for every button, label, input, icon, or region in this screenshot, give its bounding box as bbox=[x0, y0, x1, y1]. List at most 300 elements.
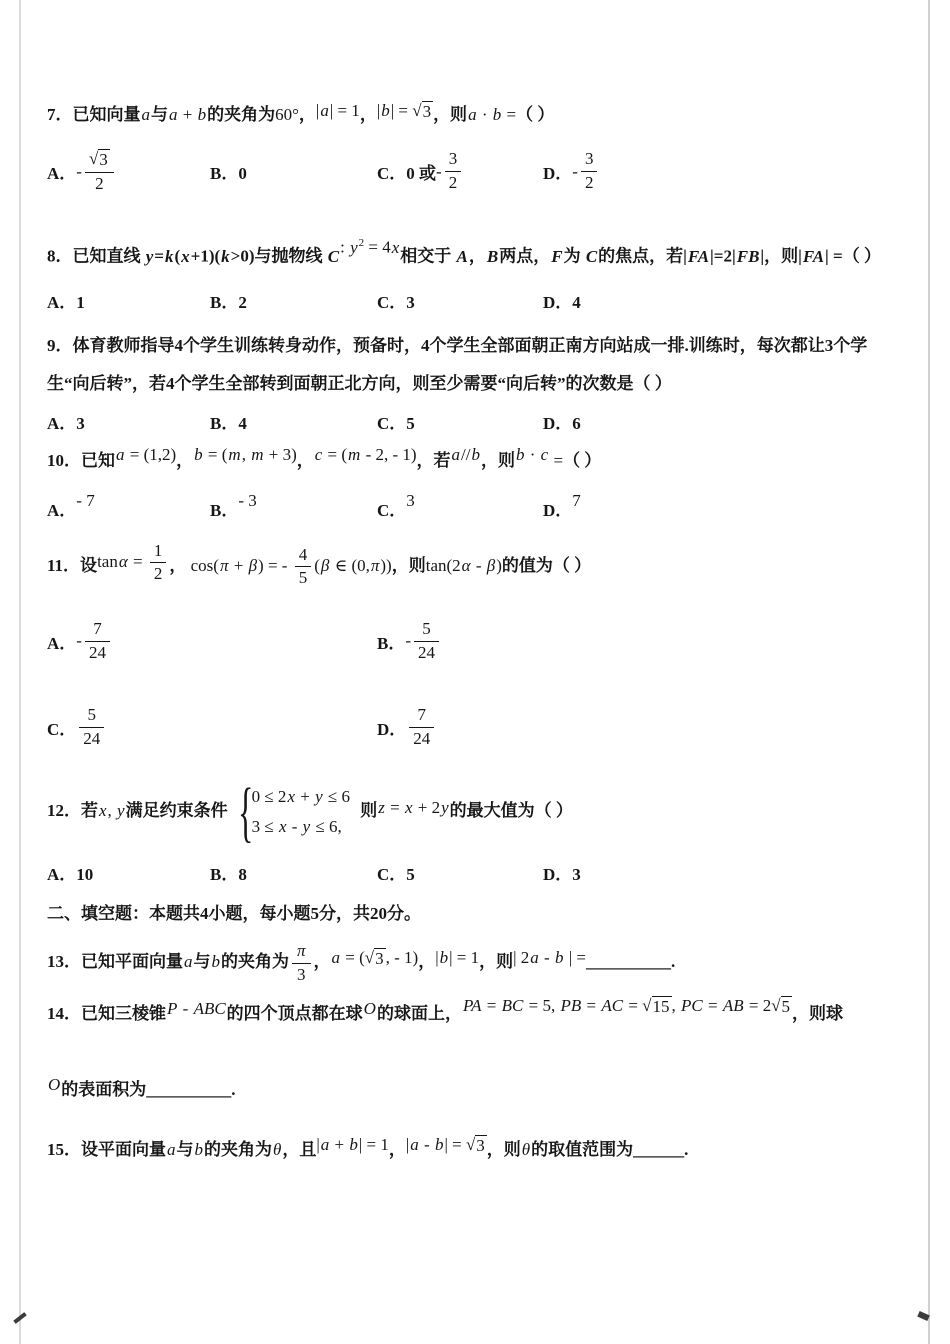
text-run: A．1 bbox=[47, 292, 85, 312]
fraction-numerator: 3 bbox=[445, 149, 462, 172]
text-run: ，则 bbox=[481, 450, 515, 470]
question-11-option-c bbox=[47, 705, 377, 749]
math-run: 7 bbox=[572, 491, 581, 511]
raised-formula bbox=[47, 1066, 61, 1104]
math-run: + bbox=[330, 1135, 349, 1155]
math-var: a bbox=[410, 1135, 419, 1155]
math-run: = 4 bbox=[364, 237, 391, 257]
fraction bbox=[414, 619, 439, 663]
fraction bbox=[581, 149, 598, 193]
math-var: a bbox=[468, 105, 477, 124]
fraction-denominator: 24 bbox=[418, 642, 436, 662]
text-run: （ ） bbox=[516, 105, 555, 124]
text-run: C． bbox=[377, 500, 407, 520]
text-run: |=2| bbox=[710, 246, 736, 266]
square-root bbox=[365, 948, 386, 969]
math-var-bold: A bbox=[456, 246, 468, 266]
math-var: z bbox=[378, 797, 385, 817]
radical-icon: √ bbox=[642, 996, 652, 1016]
fraction bbox=[85, 148, 114, 195]
math-run: 3 bbox=[406, 491, 415, 511]
text-run: A． bbox=[47, 500, 77, 520]
question-13 bbox=[47, 941, 905, 985]
text-run: ， bbox=[169, 555, 187, 575]
math-run: 3 ≤ bbox=[251, 816, 278, 836]
text-run: ，则 bbox=[479, 951, 514, 971]
radicand: 3 bbox=[99, 150, 108, 169]
question-10-option-c bbox=[377, 491, 543, 521]
math-run: - bbox=[471, 555, 486, 575]
math-run: + 2 bbox=[413, 797, 441, 817]
text-run: ( bbox=[174, 246, 181, 266]
square-root bbox=[466, 1135, 487, 1156]
math-run: - bbox=[76, 161, 82, 181]
math-run: | bbox=[316, 1135, 320, 1155]
raised-formula bbox=[166, 990, 227, 1028]
raised-formula bbox=[377, 92, 433, 130]
text-run: ， bbox=[418, 951, 436, 971]
math-var-bold: F bbox=[551, 246, 563, 266]
fraction bbox=[295, 545, 312, 589]
question-7-option-c bbox=[377, 149, 543, 193]
superscript: 2 bbox=[358, 237, 365, 250]
raised-formula bbox=[238, 491, 256, 511]
text-run: 13．已知平面向量 bbox=[47, 951, 183, 971]
math-run: - bbox=[572, 161, 578, 181]
question-12-option-c bbox=[377, 860, 543, 885]
question-11-options bbox=[47, 619, 905, 750]
case-rows bbox=[252, 782, 350, 842]
math-run: = bbox=[549, 450, 564, 470]
math-var: α bbox=[461, 555, 471, 575]
math-var: y bbox=[350, 237, 358, 257]
square-root bbox=[771, 996, 792, 1017]
question-8-options bbox=[47, 288, 905, 313]
text-run: 15．设平面向量 bbox=[47, 1140, 166, 1160]
radicand: 3 bbox=[422, 102, 432, 121]
math-var: AC bbox=[601, 996, 624, 1016]
raised-formula bbox=[406, 491, 415, 511]
text-run: ， bbox=[313, 951, 331, 971]
raised-formula bbox=[314, 436, 417, 474]
math-var: PA bbox=[462, 996, 482, 1016]
radical-icon: √ bbox=[412, 101, 422, 120]
math-var-bold: k bbox=[221, 246, 230, 266]
text-run: 的焦点，若| bbox=[598, 246, 687, 266]
math-run: - bbox=[287, 816, 302, 836]
text-run: 的夹角为 bbox=[204, 1140, 272, 1160]
text-run: B．4 bbox=[210, 413, 247, 433]
question-13-stem bbox=[47, 941, 905, 985]
math-run: + bbox=[295, 786, 315, 806]
question-12 bbox=[47, 774, 905, 885]
math-run: = 2 bbox=[744, 996, 772, 1016]
math-run: - 3 bbox=[238, 491, 257, 511]
square-root bbox=[412, 101, 433, 122]
math-run: | = 1 bbox=[358, 1135, 389, 1155]
question-11-option-d bbox=[377, 705, 905, 749]
math-var: a bbox=[320, 101, 329, 120]
math-var: y bbox=[117, 800, 125, 820]
math-run: - bbox=[405, 631, 412, 651]
square-root bbox=[642, 996, 671, 1017]
radicand: 5 bbox=[781, 997, 791, 1017]
math-var: π bbox=[297, 940, 306, 960]
text-run: ，则 bbox=[391, 555, 426, 575]
math-var: x bbox=[404, 797, 413, 817]
math-run: | bbox=[405, 1135, 410, 1155]
text-run: ， bbox=[388, 1140, 406, 1160]
math-var: b bbox=[471, 444, 480, 464]
math-var: P bbox=[167, 999, 178, 1019]
raised-formula bbox=[193, 436, 297, 474]
text-run: 7．已知向量 bbox=[47, 105, 141, 124]
text-run: ， bbox=[298, 105, 316, 124]
math-run: 60° bbox=[275, 105, 299, 124]
math-run: | bbox=[435, 947, 439, 967]
text-run: D． bbox=[543, 164, 573, 184]
fraction-numerator bbox=[292, 941, 311, 964]
math-var: b bbox=[439, 947, 449, 967]
text-run: 的最大值为（ ） bbox=[449, 800, 573, 820]
question-12-option-d bbox=[543, 860, 905, 885]
fraction-denominator: 24 bbox=[413, 729, 431, 749]
raised-formula bbox=[377, 789, 449, 827]
fraction bbox=[85, 619, 110, 663]
inequality-system bbox=[232, 774, 350, 849]
math-run: = bbox=[128, 551, 147, 571]
text-run: ，若 bbox=[416, 450, 451, 470]
question-8-option-a bbox=[47, 288, 210, 313]
text-run: A． bbox=[47, 164, 77, 184]
radical-icon: √ bbox=[88, 149, 99, 168]
raised-formula bbox=[462, 987, 792, 1025]
text-run: 10．已知 bbox=[47, 450, 115, 470]
math-var: y bbox=[302, 816, 311, 836]
math-var-bold: k bbox=[164, 246, 174, 266]
question-9-stem bbox=[47, 327, 905, 403]
fraction-numerator: 5 bbox=[79, 705, 104, 728]
raised-formula bbox=[115, 436, 176, 474]
text-run: 为 bbox=[563, 246, 585, 266]
math-var: y bbox=[441, 797, 449, 817]
math-run: | = bbox=[390, 101, 413, 120]
math-var-bold: y bbox=[145, 246, 154, 266]
math-var-bold: C bbox=[585, 246, 598, 266]
math-run: , bbox=[107, 800, 117, 820]
math-var-bold: FB bbox=[736, 246, 760, 266]
text-run: 11．设 bbox=[47, 555, 98, 575]
math-var-bold: C bbox=[327, 246, 340, 266]
question-12-options bbox=[47, 860, 905, 885]
math-var: a bbox=[116, 444, 125, 464]
raised-formula bbox=[316, 1126, 389, 1164]
math-run: ( bbox=[314, 555, 320, 575]
fraction-denominator: 24 bbox=[83, 729, 101, 749]
math-run: - 2, - 1) bbox=[361, 444, 417, 464]
math-run: = bbox=[703, 996, 722, 1016]
math-run: = ( bbox=[203, 444, 228, 464]
math-var: m bbox=[228, 444, 241, 464]
math-run: ≤ 6 bbox=[323, 786, 350, 806]
math-var: b bbox=[434, 1135, 444, 1155]
math-var-bold: x bbox=[181, 246, 190, 266]
text-run: B．8 bbox=[210, 864, 247, 884]
raised-formula bbox=[513, 939, 586, 977]
question-7-option-d bbox=[543, 149, 905, 193]
text-run: = bbox=[154, 246, 164, 266]
math-var: b bbox=[492, 105, 502, 124]
math-run: + bbox=[178, 105, 197, 124]
fraction-numerator bbox=[85, 148, 114, 173]
raised-formula bbox=[331, 939, 419, 977]
text-run: A．10 bbox=[47, 864, 94, 884]
fraction-denominator: 3 bbox=[297, 964, 306, 984]
radicand: 15 bbox=[652, 997, 670, 1017]
math-run: : bbox=[340, 237, 350, 257]
fraction bbox=[445, 149, 462, 193]
text-run: B． bbox=[210, 500, 239, 520]
math-var: b bbox=[349, 1135, 358, 1155]
scan-edge-right bbox=[928, 0, 930, 1344]
text-run: 的取值范围为______. bbox=[531, 1140, 689, 1160]
question-10-options bbox=[47, 491, 905, 521]
fraction bbox=[79, 705, 104, 749]
radicand: 3 bbox=[476, 1136, 485, 1156]
text-run: 12．若 bbox=[47, 800, 98, 820]
question-8-option-b bbox=[210, 288, 377, 313]
math-run: + 3) bbox=[264, 444, 297, 464]
question-9 bbox=[47, 327, 905, 434]
math-run: = bbox=[624, 996, 643, 1016]
question-7-options bbox=[47, 148, 905, 195]
fraction-denominator: 2 bbox=[584, 173, 594, 193]
math-var: m bbox=[348, 444, 361, 464]
text-run: 与 bbox=[176, 1140, 194, 1160]
question-12-option-a bbox=[47, 860, 210, 885]
question-8-stem bbox=[47, 233, 905, 276]
question-7-option-a bbox=[47, 148, 210, 195]
raised-formula bbox=[363, 990, 377, 1028]
fraction-numerator: 3 bbox=[581, 149, 598, 172]
math-var: a bbox=[141, 105, 150, 124]
math-var: x bbox=[391, 237, 400, 257]
math-run: | bbox=[315, 101, 320, 120]
square-root bbox=[89, 149, 110, 170]
fraction-denominator: 2 bbox=[153, 564, 163, 584]
text-run: 与 bbox=[193, 951, 211, 971]
question-9-options bbox=[47, 409, 905, 434]
math-run: cos( bbox=[186, 555, 219, 575]
math-run: = bbox=[385, 797, 404, 817]
math-run: 0 ≤ 2 bbox=[251, 786, 287, 806]
math-run: tan bbox=[97, 551, 118, 571]
question-9-option-b bbox=[210, 409, 377, 434]
math-var: y bbox=[315, 786, 323, 806]
text-run: D．4 bbox=[543, 292, 581, 312]
raised-formula bbox=[515, 436, 549, 474]
math-run: ) = - bbox=[258, 555, 292, 575]
math-run: = bbox=[502, 105, 517, 124]
math-run: ) bbox=[496, 555, 502, 575]
math-var-bold: FA bbox=[802, 246, 825, 266]
question-8-option-d bbox=[543, 288, 905, 313]
fraction-numerator: 1 bbox=[150, 541, 167, 564]
math-var-bold: B bbox=[486, 246, 499, 266]
text-run: ， bbox=[296, 450, 314, 470]
fraction-numerator: 5 bbox=[414, 619, 439, 642]
radical-icon: √ bbox=[364, 947, 375, 967]
raised-formula bbox=[572, 491, 581, 511]
text-run: 14．已知三棱锥 bbox=[47, 1004, 166, 1024]
math-run: tan(2 bbox=[425, 555, 461, 575]
text-run: 两点， bbox=[499, 246, 551, 266]
fraction-denominator: 5 bbox=[298, 568, 308, 588]
math-var: c bbox=[540, 444, 549, 464]
radical-icon: √ bbox=[771, 996, 781, 1016]
text-run: |，则| bbox=[760, 246, 802, 266]
math-run: | = 1 bbox=[329, 101, 360, 120]
text-run: | =（ ） bbox=[825, 246, 881, 266]
text-run: D．6 bbox=[543, 413, 581, 433]
brace-icon: { bbox=[237, 774, 253, 849]
math-var: a bbox=[169, 105, 178, 124]
math-run: + bbox=[229, 555, 248, 575]
text-run: 的球面上， bbox=[376, 1004, 462, 1024]
text-run: 的值为（ ） bbox=[501, 555, 592, 575]
math-run: = 5, bbox=[524, 996, 560, 1016]
math-var: θ bbox=[273, 1140, 282, 1160]
question-7 bbox=[47, 96, 905, 195]
math-var: c bbox=[314, 444, 323, 464]
math-var: b bbox=[194, 1140, 203, 1160]
text-run: D． bbox=[377, 720, 407, 740]
text-run: B． bbox=[377, 633, 406, 653]
text-run: ， bbox=[176, 450, 194, 470]
text-run: ，且 bbox=[282, 1140, 317, 1160]
exam-content bbox=[47, 96, 905, 1169]
question-11-stem bbox=[47, 540, 905, 589]
text-run: C．5 bbox=[377, 864, 415, 884]
raised-formula bbox=[316, 92, 360, 130]
question-14 bbox=[47, 995, 905, 1109]
text-run: （ ） bbox=[563, 450, 602, 470]
text-run: >0) bbox=[230, 246, 255, 266]
text-run: 满足约束条件 bbox=[125, 800, 228, 820]
text-run: 与 bbox=[151, 105, 168, 124]
text-run: A． bbox=[47, 633, 77, 653]
math-run: - bbox=[539, 947, 554, 967]
raised-formula bbox=[97, 541, 169, 585]
math-run: | = bbox=[564, 947, 586, 967]
math-run: , bbox=[241, 444, 251, 464]
text-run: __________. bbox=[585, 951, 676, 971]
math-run: · bbox=[525, 444, 540, 464]
question-8-option-c bbox=[377, 288, 543, 313]
math-var: a bbox=[331, 947, 341, 967]
math-var: β bbox=[486, 555, 496, 575]
math-run: - bbox=[419, 1135, 434, 1155]
math-var: b bbox=[194, 444, 203, 464]
text-run: ， bbox=[468, 246, 486, 266]
math-run: , - 1) bbox=[385, 947, 419, 967]
question-12-option-b bbox=[210, 860, 377, 885]
question-7-option-b bbox=[210, 159, 377, 184]
math-run: , bbox=[671, 996, 680, 1016]
math-run: )) bbox=[380, 555, 392, 575]
math-var: b bbox=[211, 951, 220, 971]
question-15-stem bbox=[47, 1131, 905, 1169]
fraction bbox=[409, 705, 434, 749]
scan-edge-left bbox=[19, 0, 21, 1344]
text-run: C．3 bbox=[377, 292, 415, 312]
text-run: 8．已知直线 bbox=[47, 246, 145, 266]
math-var: α bbox=[118, 551, 128, 571]
text-run: B．2 bbox=[210, 292, 247, 312]
raised-formula bbox=[340, 224, 400, 267]
math-run: | bbox=[376, 101, 381, 120]
raised-formula bbox=[76, 491, 94, 511]
math-var: x bbox=[287, 786, 295, 806]
math-var: a bbox=[320, 1135, 330, 1155]
question-7-stem bbox=[47, 96, 905, 134]
fraction-numerator: 4 bbox=[295, 545, 312, 568]
text-run: A．3 bbox=[47, 413, 85, 433]
text-run: ，则 bbox=[486, 1140, 521, 1160]
text-run: ， bbox=[359, 105, 377, 124]
question-11 bbox=[47, 540, 905, 750]
question-12-stem bbox=[47, 774, 905, 849]
math-var: BC bbox=[501, 996, 524, 1016]
fraction-denominator: 24 bbox=[88, 642, 106, 662]
fraction-denominator: 2 bbox=[95, 174, 104, 194]
math-run: | = bbox=[444, 1135, 466, 1155]
math-run: | 2 bbox=[513, 947, 530, 967]
math-var: PC bbox=[681, 996, 703, 1016]
text-run: 的表面积为__________. bbox=[61, 1080, 236, 1100]
math-run: - bbox=[178, 999, 193, 1019]
question-9-option-c bbox=[377, 409, 543, 434]
math-run: · bbox=[477, 105, 492, 124]
question-11-option-a bbox=[47, 619, 377, 663]
math-var: β bbox=[248, 555, 258, 575]
math-var: b bbox=[197, 105, 207, 124]
math-var: a bbox=[167, 1140, 176, 1160]
math-var: π bbox=[370, 555, 380, 575]
math-var: O bbox=[363, 999, 376, 1019]
text-run: 9．体育教师指导4个学生训练转身动作，预备时，4个学生全部面朝正南方向站成一排.训练时，每次都让3个学生“向后转”，若4个学生全部转到面朝正北方向，则至少需要“向后转”的次数是（ ） bbox=[47, 335, 868, 393]
text-run: ，则 bbox=[433, 105, 468, 124]
fraction bbox=[150, 541, 167, 585]
math-var: m bbox=[251, 444, 264, 464]
math-run: = ( bbox=[323, 444, 348, 464]
math-var-bold: FA bbox=[687, 246, 710, 266]
question-9-option-d bbox=[543, 409, 905, 434]
text-run: 与抛物线 bbox=[254, 246, 327, 266]
radical-icon: √ bbox=[465, 1135, 476, 1155]
math-run: = bbox=[582, 996, 601, 1016]
math-run: = ( bbox=[341, 947, 365, 967]
text-run: 则 bbox=[355, 800, 378, 820]
text-run: 的夹角为 bbox=[207, 105, 276, 124]
question-10 bbox=[47, 442, 905, 521]
text-run: D． bbox=[543, 500, 573, 520]
math-var: x bbox=[278, 816, 287, 836]
case-row bbox=[252, 812, 350, 842]
question-10-option-d bbox=[543, 491, 905, 521]
math-var: a bbox=[451, 444, 461, 464]
math-var: b bbox=[516, 444, 525, 464]
